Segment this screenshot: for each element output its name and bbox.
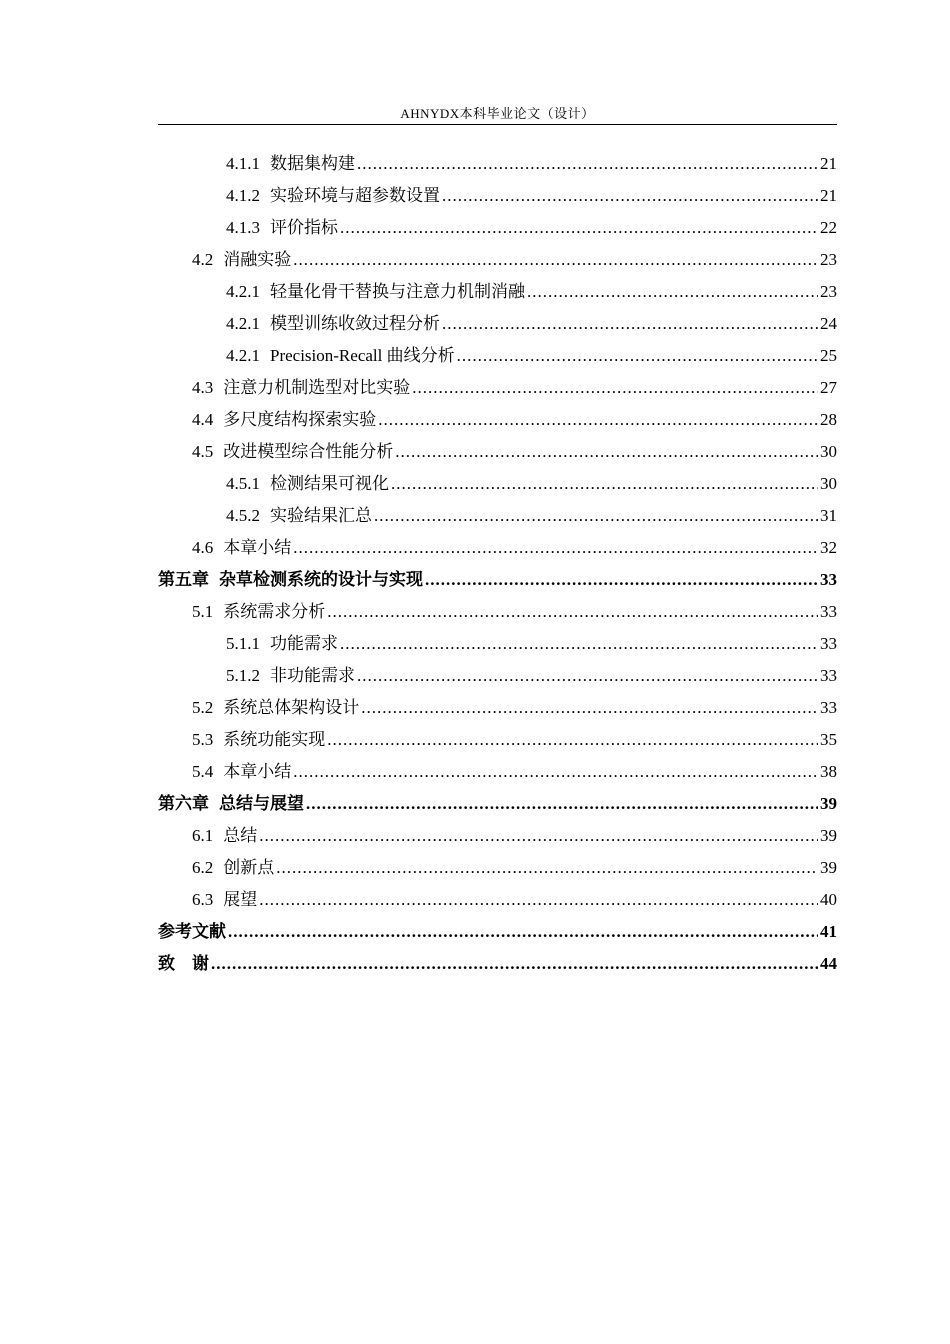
toc-entry-number: 4.1.2 (226, 186, 260, 205)
toc-entry-number: 第六章 (158, 794, 209, 813)
toc-entry-page: 27 (820, 378, 837, 397)
dot-leader (259, 884, 818, 916)
toc-entry-page: 24 (820, 314, 837, 333)
toc-entry-page: 21 (820, 186, 837, 205)
toc-entry[interactable] (158, 596, 837, 628)
toc-entry-title: 检测结果可视化 (270, 474, 389, 493)
toc-entry-number: 4.5.2 (226, 506, 260, 525)
toc-entry[interactable] (158, 660, 837, 692)
dot-leader (378, 404, 818, 436)
dot-leader (442, 180, 818, 212)
dot-leader (425, 564, 818, 596)
toc-entry-page: 39 (820, 794, 837, 813)
toc-entry-title: 本章小结 (223, 538, 292, 557)
toc-entry[interactable] (158, 244, 837, 276)
toc-entry-number: 4.5.1 (226, 474, 260, 493)
toc-entry-number: 6.3 (192, 890, 214, 909)
toc-entry-page: 33 (820, 602, 837, 621)
toc-entry-page: 31 (820, 506, 837, 525)
toc-entry[interactable] (158, 468, 837, 500)
toc-entry-page: 28 (820, 410, 837, 429)
toc-entry[interactable] (158, 916, 837, 948)
toc-entry-page: 23 (820, 282, 837, 301)
dot-leader (457, 340, 818, 372)
toc-entry-number: 4.2.1 (226, 314, 260, 333)
toc-entry[interactable] (158, 532, 837, 564)
toc-entry-page: 33 (820, 698, 837, 717)
toc-entry[interactable] (158, 884, 837, 916)
dot-leader (293, 244, 818, 276)
dot-leader (211, 948, 818, 980)
toc-entry-page: 35 (820, 730, 837, 749)
table-of-contents (158, 148, 837, 980)
toc-entry-number: 4.1.1 (226, 154, 260, 173)
toc-entry-page: 30 (820, 442, 837, 461)
toc-entry-title: 数据集构建 (270, 154, 355, 173)
toc-entry-page: 32 (820, 538, 837, 557)
page-header: AHNYDX本科毕业论文（设计） (400, 106, 595, 121)
toc-entry-page: 22 (820, 218, 837, 237)
toc-entry-number: 4.2.1 (226, 282, 260, 301)
dot-leader (276, 852, 818, 884)
toc-entry-number: 5.4 (192, 762, 214, 781)
toc-entry-number: 4.5 (192, 442, 214, 461)
toc-entry-number: 5.1 (192, 602, 214, 621)
toc-entry-number: 5.1.2 (226, 666, 260, 685)
toc-entry[interactable] (158, 788, 837, 820)
toc-entry[interactable] (158, 180, 837, 212)
toc-entry-page: 44 (820, 954, 837, 973)
toc-entry[interactable] (158, 212, 837, 244)
toc-entry-page: 39 (820, 858, 837, 877)
toc-entry-page: 41 (820, 922, 837, 941)
toc-entry-title: 多尺度结构探索实验 (223, 410, 377, 429)
toc-entry[interactable] (158, 500, 837, 532)
toc-entry[interactable] (158, 436, 837, 468)
toc-entry-page: 40 (820, 890, 837, 909)
toc-entry[interactable] (158, 564, 837, 596)
toc-entry-page: 23 (820, 250, 837, 269)
toc-entry[interactable] (158, 756, 837, 788)
dot-leader (391, 468, 818, 500)
toc-entry-title: 消融实验 (223, 250, 292, 269)
toc-entry-title: 致 谢 (158, 954, 209, 973)
toc-entry[interactable] (158, 340, 837, 372)
dot-leader (327, 596, 818, 628)
toc-entry[interactable] (158, 948, 837, 980)
toc-entry-number: 6.1 (192, 826, 214, 845)
toc-entry-title: 评价指标 (270, 218, 338, 237)
toc-entry-title: 改进模型综合性能分析 (223, 442, 394, 461)
dot-leader (327, 724, 818, 756)
toc-entry-title: 杂草检测系统的设计与实现 (219, 570, 423, 589)
dot-leader (340, 628, 818, 660)
toc-entry-title: 创新点 (223, 858, 275, 877)
dot-leader (259, 820, 818, 852)
toc-entry-number: 5.1.1 (226, 634, 260, 653)
toc-entry-title: 展望 (223, 890, 258, 909)
toc-entry-title: 非功能需求 (270, 666, 355, 685)
toc-entry-title: 注意力机制选型对比实验 (223, 378, 411, 397)
toc-entry[interactable] (158, 724, 837, 756)
dot-leader (527, 276, 818, 308)
toc-entry[interactable] (158, 276, 837, 308)
toc-entry-title: 功能需求 (270, 634, 338, 653)
toc-entry-title: 总结与展望 (219, 794, 304, 813)
toc-entry-number: 4.3 (192, 378, 214, 397)
dot-leader (306, 788, 818, 820)
toc-entry-number: 6.2 (192, 858, 214, 877)
dot-leader (442, 308, 818, 340)
toc-entry-title: 实验结果汇总 (270, 506, 372, 525)
toc-entry[interactable] (158, 692, 837, 724)
dot-leader (374, 500, 818, 532)
toc-entry-number: 4.2.1 (226, 346, 260, 365)
toc-entry-page: 33 (820, 666, 837, 685)
toc-entry-number: 4.1.3 (226, 218, 260, 237)
dot-leader (228, 916, 818, 948)
toc-entry[interactable] (158, 308, 837, 340)
toc-entry-page: 33 (820, 570, 837, 589)
toc-entry[interactable] (158, 852, 837, 884)
toc-entry-title: 轻量化骨干替换与注意力机制消融 (270, 282, 525, 301)
toc-entry[interactable] (158, 372, 837, 404)
toc-entry[interactable] (158, 404, 837, 436)
toc-entry-title: 系统总体架构设计 (223, 698, 360, 717)
toc-entry-number: 5.3 (192, 730, 214, 749)
toc-entry-page: 33 (820, 634, 837, 653)
dot-leader (395, 436, 818, 468)
toc-entry[interactable] (158, 148, 837, 180)
toc-entry-title: 模型训练收敛过程分析 (270, 314, 440, 333)
toc-entry[interactable] (158, 820, 837, 852)
toc-entry-title: 系统功能实现 (223, 730, 326, 749)
toc-entry-title: 实验环境与超参数设置 (270, 186, 440, 205)
toc-entry-page: 30 (820, 474, 837, 493)
dot-leader (361, 692, 818, 724)
dot-leader (293, 756, 818, 788)
toc-entry-page: 21 (820, 154, 837, 173)
dot-leader (340, 212, 818, 244)
toc-entry-number: 4.4 (192, 410, 214, 429)
toc-entry-title: 总结 (223, 826, 258, 845)
toc-entry-number: 第五章 (158, 570, 209, 589)
dot-leader (293, 532, 818, 564)
toc-entry-page: 38 (820, 762, 837, 781)
toc-entry-number: 4.2 (192, 250, 214, 269)
toc-entry[interactable] (158, 628, 837, 660)
dot-leader (412, 372, 818, 404)
dot-leader (357, 660, 818, 692)
dot-leader (357, 148, 818, 180)
toc-entry-number: 5.2 (192, 698, 214, 717)
toc-entry-title: Precision-Recall 曲线分析 (270, 346, 455, 365)
toc-entry-number: 4.6 (192, 538, 214, 557)
toc-entry-title: 系统需求分析 (223, 602, 326, 621)
toc-entry-page: 25 (820, 346, 837, 365)
toc-entry-page: 39 (820, 826, 837, 845)
toc-entry-title: 本章小结 (223, 762, 292, 781)
header-rule (158, 124, 837, 125)
toc-entry-title: 参考文献 (158, 922, 226, 941)
